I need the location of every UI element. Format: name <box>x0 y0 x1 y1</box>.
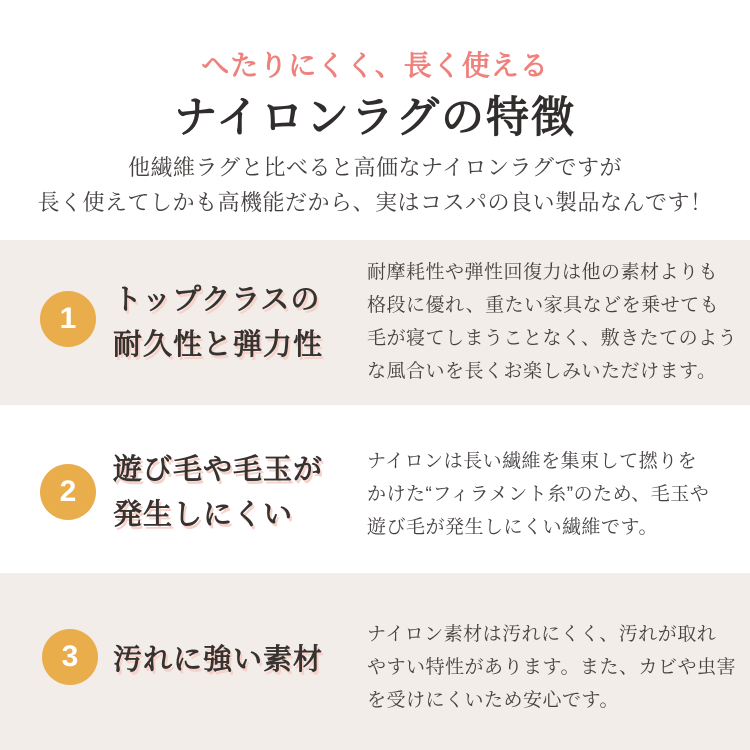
feature-2-number-badge: 2 <box>40 464 96 520</box>
feature-1-number-badge: 1 <box>40 291 96 347</box>
feature-2-heading <box>113 448 323 538</box>
catchphrase: へたりにくく、長く使える <box>201 50 549 81</box>
feature-1-heading-line-1: トップクラスの <box>113 284 321 316</box>
feature-2-desc-line-3: 遊び毛が発生しにくい繊維です。 <box>367 517 658 538</box>
feature-2-heading-line-1: 遊び毛や毛玉が <box>113 454 324 486</box>
feature-1-description <box>367 256 738 388</box>
feature-3-description <box>367 618 736 717</box>
lead-line-1: 他繊維ラグと比べると高価なナイロンラグですが <box>128 155 622 180</box>
feature-2-desc-line-1: ナイロンは長い繊維を集束して撚りを <box>367 451 698 472</box>
feature-2-heading-line-2: 発生しにくい <box>113 499 294 531</box>
feature-1-desc-line-4: な風合いを長くお楽しみいただけます。 <box>367 361 717 382</box>
feature-3-desc-line-1: ナイロン素材は汚れにくく、汚れが取れ <box>367 624 717 645</box>
feature-1-heading <box>113 278 323 368</box>
page-title: ナイロンラグの特徴 <box>174 94 576 142</box>
lead-text <box>0 150 750 220</box>
feature-1-desc-line-2: 格段に優れ、重たい家具などを乗せても <box>367 295 720 316</box>
feature-3-desc-line-2: やすい特性があります。また、カビや虫害 <box>367 657 736 678</box>
feature-3-desc-line-3: を受けにくいため安心です。 <box>367 690 619 711</box>
lead-line-2: 長く使えてしかも高機能だから、実はコスパの良い製品なんです！ <box>37 190 713 215</box>
feature-2-description <box>367 445 729 544</box>
feature-1-desc-line-1: 耐摩耗性や弾性回復力は他の素材よりも <box>367 262 719 283</box>
feature-3-heading <box>113 638 323 683</box>
feature-2-desc-line-2: かけた“フィラメント糸”のため、毛玉や <box>367 484 710 505</box>
feature-1-desc-line-3: 毛が寝てしまうことなく、敷きたてのよう <box>367 328 738 349</box>
feature-1-heading-line-2: 耐久性と弾力性 <box>113 329 324 361</box>
feature-3-number-badge: 3 <box>42 629 98 685</box>
feature-3-heading-line-1: 汚れに強い素材 <box>113 644 324 676</box>
